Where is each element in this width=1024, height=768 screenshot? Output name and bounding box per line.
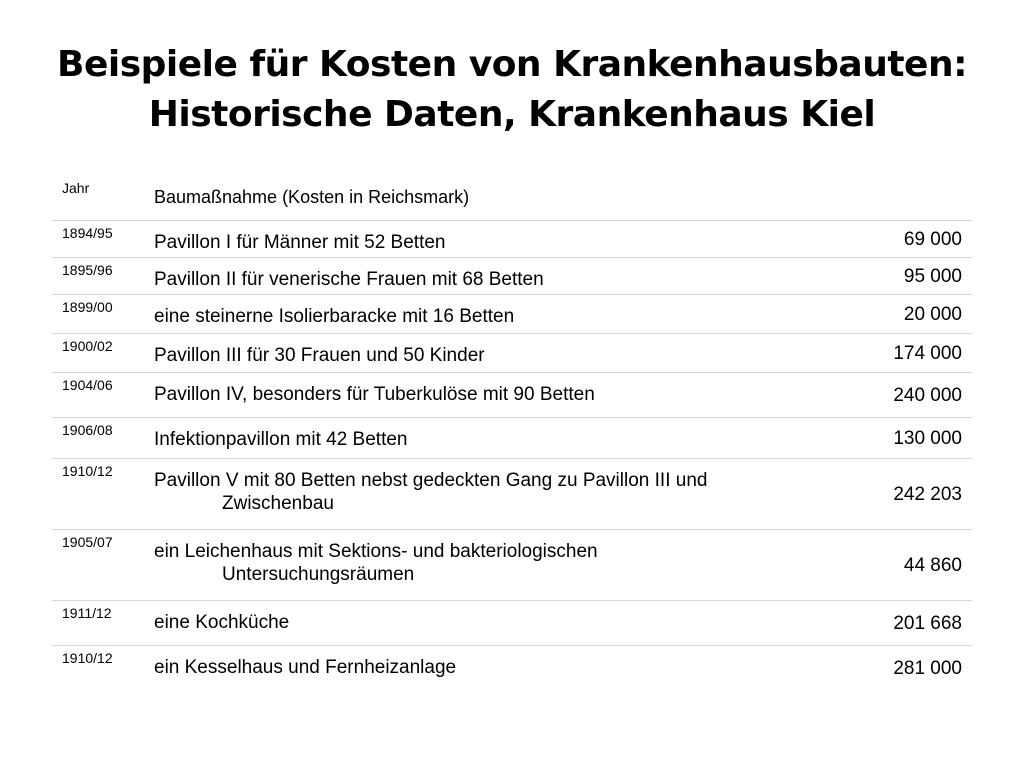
row-year: 1910/12 bbox=[62, 650, 113, 666]
row-cost: 174 000 bbox=[893, 342, 962, 364]
row-description bbox=[154, 530, 832, 600]
row-year: 1904/06 bbox=[62, 377, 113, 393]
header-cost bbox=[832, 176, 972, 220]
row-description bbox=[154, 295, 832, 333]
cost-table bbox=[52, 176, 972, 690]
row-description bbox=[154, 459, 832, 529]
table-row bbox=[52, 221, 972, 258]
row-year: 1911/12 bbox=[62, 605, 112, 621]
header-description: Baumaßnahme (Kosten in Reichsmark) bbox=[154, 187, 470, 207]
slide-title bbox=[40, 40, 984, 140]
row-description-line-continued: Zwischenbau bbox=[222, 493, 334, 514]
row-cost: 281 000 bbox=[893, 657, 962, 679]
row-cost: 130 000 bbox=[893, 427, 962, 449]
slide-title-line-2: Historische Daten, Krankenhaus Kiel bbox=[148, 94, 876, 135]
row-description-line: eine Kochküche bbox=[154, 612, 290, 633]
table-row bbox=[52, 530, 972, 601]
row-description bbox=[154, 334, 832, 372]
row-description-line: ein Leichenhaus mit Sektions- und bakteriologischen bbox=[154, 541, 598, 562]
row-cost: 201 668 bbox=[893, 612, 962, 634]
row-description-line: Pavillon V mit 80 Betten nebst gedeckten Gang zu Pavillon III und bbox=[154, 470, 708, 491]
table-row bbox=[52, 601, 972, 646]
row-year: 1899/00 bbox=[62, 299, 113, 315]
table-row bbox=[52, 295, 972, 334]
row-description-line: eine steinerne Isolierbaracke mit 16 Betten bbox=[154, 306, 515, 327]
row-description bbox=[154, 373, 832, 417]
row-description bbox=[154, 221, 832, 257]
table-row bbox=[52, 334, 972, 373]
row-year: 1895/96 bbox=[62, 262, 113, 278]
row-year: 1900/02 bbox=[62, 338, 113, 354]
row-description-line: Pavillon III für 30 Frauen und 50 Kinder bbox=[154, 345, 485, 366]
row-cost: 95 000 bbox=[903, 265, 962, 287]
row-description-line: Pavillon I für Männer mit 52 Betten bbox=[154, 232, 446, 253]
row-description bbox=[154, 601, 832, 645]
row-cost: 20 000 bbox=[903, 303, 962, 325]
table-row bbox=[52, 418, 972, 459]
row-description-line: Pavillon II für venerische Frauen mit 68 Betten bbox=[154, 269, 544, 290]
row-description bbox=[154, 646, 832, 690]
row-description bbox=[154, 418, 832, 458]
row-year: 1910/12 bbox=[62, 463, 113, 479]
row-description-line-continued: Untersuchungsräumen bbox=[222, 564, 415, 585]
header-year: Jahr bbox=[62, 180, 90, 196]
table-row bbox=[52, 373, 972, 418]
row-cost: 69 000 bbox=[903, 228, 962, 250]
row-year: 1906/08 bbox=[62, 422, 113, 438]
row-year: 1905/07 bbox=[62, 534, 113, 550]
table-header-row bbox=[52, 176, 972, 221]
table-row bbox=[52, 459, 972, 530]
table-row bbox=[52, 646, 972, 690]
slide-title-line-1: Beispiele für Kosten von Krankenhausbauten: bbox=[57, 44, 967, 85]
row-year: 1894/95 bbox=[62, 225, 113, 241]
row-description bbox=[154, 258, 832, 294]
table-row bbox=[52, 258, 972, 295]
row-description-line: Pavillon IV, besonders für Tuberkulöse mit 90 Betten bbox=[154, 384, 595, 405]
row-cost: 242 203 bbox=[893, 483, 962, 505]
row-description-line: Infektionpavillon mit 42 Betten bbox=[154, 429, 408, 450]
row-cost: 240 000 bbox=[893, 384, 962, 406]
row-cost: 44 860 bbox=[903, 554, 962, 576]
row-description-line: ein Kesselhaus und Fernheizanlage bbox=[154, 657, 457, 678]
